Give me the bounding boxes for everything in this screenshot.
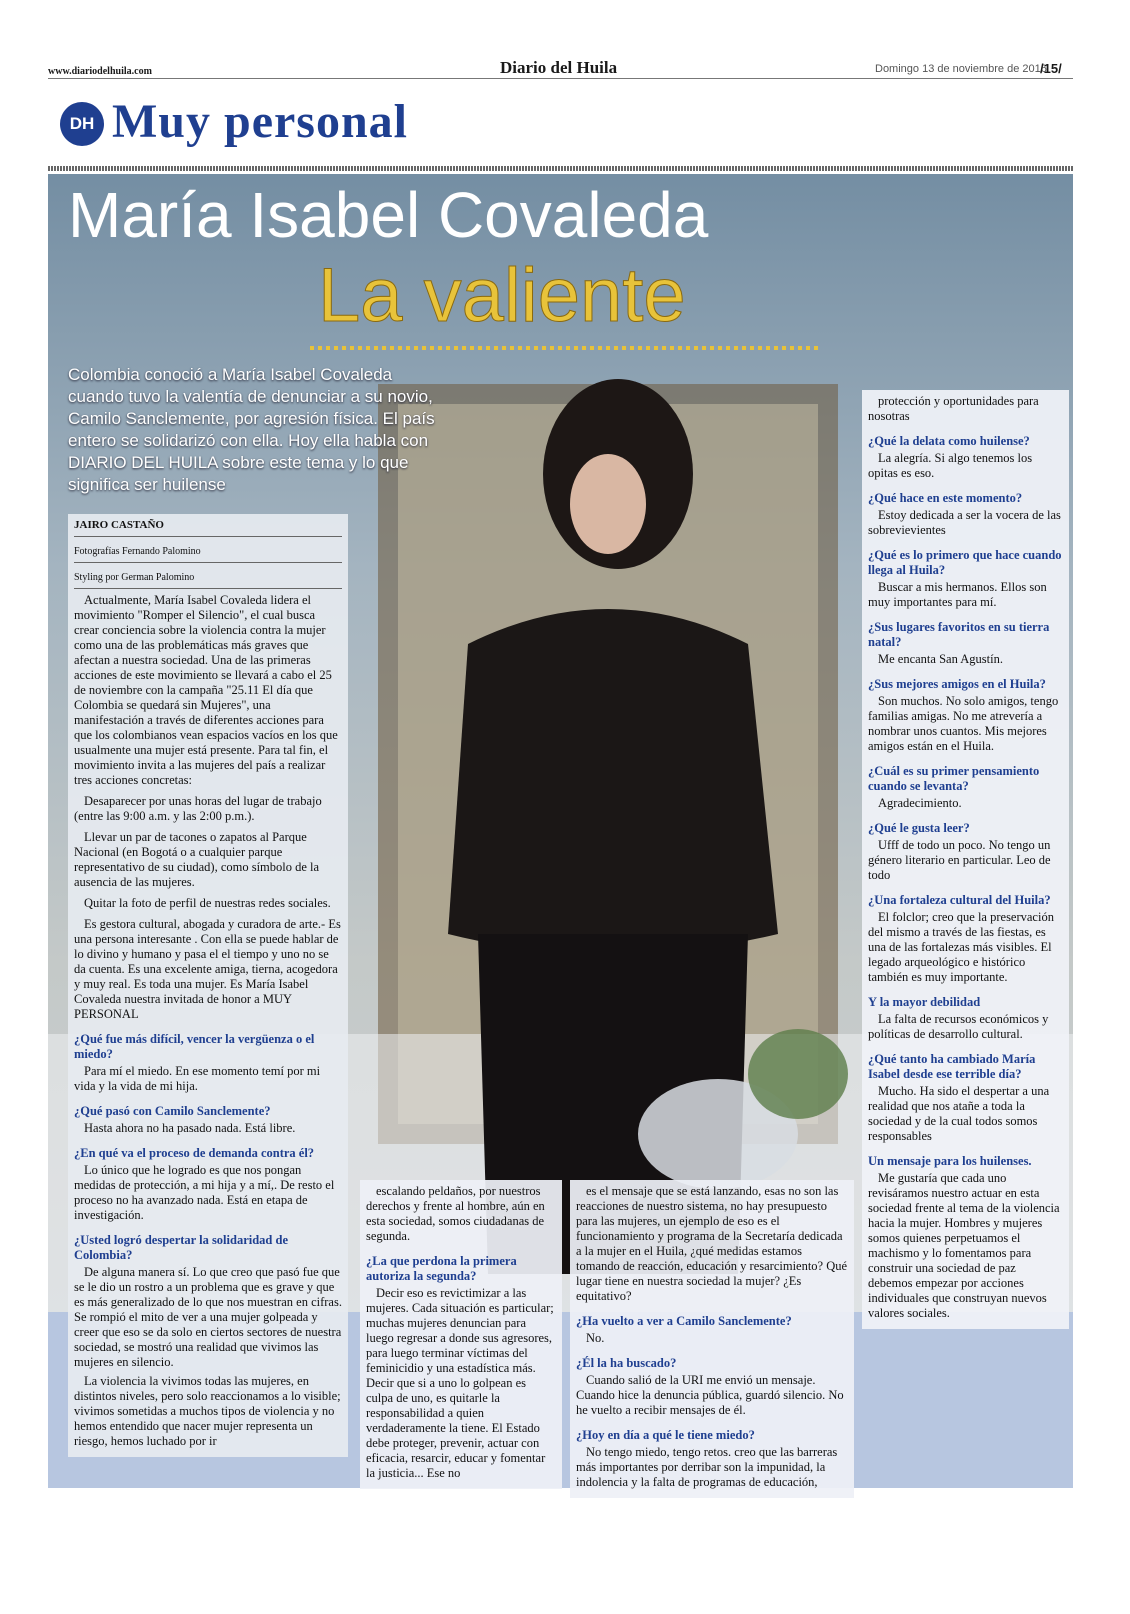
interview-question: ¿Qué pasó con Camilo Sanclemente? xyxy=(74,1104,271,1118)
interview-answer: Me encanta San Agustín. xyxy=(878,652,1003,666)
interview-answer: Para mí el miedo. En ese momento temí por mi vida y la vida de mi hija. xyxy=(74,1064,321,1093)
styling-credit: Styling por German Palomino xyxy=(74,567,342,589)
intro-lede: Colombia conoció a María Isabel Covaleda cuando tuvo la valentía de denunciar a su novio, Camilo Sanclemente, por agresión física. El país entero se solidarizó con ella. Hoy ella habla con DIARIO DEL HUILA sobre este tema y lo que significa ser huilense xyxy=(68,365,435,494)
interview-answer: Mucho. Ha sido el despertar a una realidad que nos atañe a toda la sociedad y de la cual todos somos responsables xyxy=(868,1084,1050,1143)
interview-answer: Estoy dedicada a ser la vocera de las sobrevievientes xyxy=(868,508,1061,537)
interview-answer: Lo único que he logrado es que nos pongan medidas de protección, a mi hija y a mí,. De resto el proceso no ha avanzado nada. Está en etapa de investigación. xyxy=(74,1163,335,1222)
interview-question: ¿Sus lugares favoritos en su tierra natal? xyxy=(868,620,1050,649)
interview-question: ¿Qué tanto ha cambiado María Isabel desde ese terrible día? xyxy=(868,1052,1036,1081)
interview-question: ¿Cuál es su primer pensamiento cuando se levanta? xyxy=(868,764,1040,793)
headline-subtitle: La valiente xyxy=(318,253,686,338)
interview-answer: La falta de recursos económicos y políticas de desarrollo cultural. xyxy=(868,1012,1049,1041)
interview-answer: No. xyxy=(586,1331,605,1345)
interview-answer: Agradecimiento. xyxy=(878,796,962,810)
interview-answer: De alguna manera sí. Lo que creo que pasó fue que se le dio un rostro a un problema que es grave y que es más generalizado de lo que nos muestran en cifras. Se rompió el mito de ver a una mujer golpeada y creer que eso se da solo en ciertos sectores de nuestra sociedad, se mostró una realidad que vivimos las mujeres en silencio. xyxy=(74,1265,342,1369)
interview-answer: No tengo miedo, tengo retos. creo que las barreras más importantes por derribar son la impunidad, la indolencia y la falta de programas de educación, xyxy=(576,1445,838,1489)
article-column-2 xyxy=(360,1180,562,1489)
interview-question: ¿Qué es lo primero que hace cuando llega al Huila? xyxy=(868,548,1062,577)
interview-answer: El folclor; creo que la preservación del mismo a través de las fiestas, es una de las fortalezas más visibles. El legado arqueológico e histórico también es muy importante. xyxy=(868,910,1054,984)
issue-date: Domingo 13 de noviembre de 2016 xyxy=(875,63,1047,75)
body-paragraph: Actualmente, María Isabel Covaleda lidera el movimiento "Romper el Silencio", el cual busca crear conciencia sobre la violencia contra la mujer como una de las problemáticas más graves que afectan a nuestra sociedad. Una de las primeras acciones de este movimiento se llevará a cabo el 25 de noviembre con la campaña "25.11 El día que Colombia se quedará sin Mujeres", una manifestación a través de diferentes acciones para que los colombianos vean espacios vacíos en los que usualmente una mujer está presente. Para tal fin, el movimiento invita a las mujeres del país a realizar tres acciones concretas: xyxy=(74,593,338,787)
photo-credit: Fotografías Fernando Palomino xyxy=(74,541,342,563)
article-column-1 xyxy=(68,514,348,1457)
interview-answer: La alegría. Si algo tenemos los opitas es eso. xyxy=(868,451,1033,480)
body-paragraph: Llevar un par de tacones o zapatos al Parque Nacional (en Bogotá o a cualquier parque representativo de su ciudad), como símbolo de la ausencia de las mujeres. xyxy=(74,830,320,889)
headline-dotted-rule xyxy=(310,346,820,350)
article-column-4 xyxy=(862,390,1069,1329)
interview-question: ¿Él la ha buscado? xyxy=(576,1356,677,1370)
interview-question: ¿Usted logró despertar la solidaridad de Colombia? xyxy=(74,1233,289,1262)
section-rule xyxy=(48,166,1073,171)
interview-question: ¿Qué hace en este momento? xyxy=(868,491,1023,505)
interview-answer: Son muchos. No solo amigos, tengo familias amigas. No me atrevería a nombrar unos cuantos. Mis mejores amigos están en el Huila. xyxy=(868,694,1059,753)
interview-answer: Hasta ahora no ha pasado nada. Está libre. xyxy=(84,1121,296,1135)
body-paragraph: Es gestora cultural, abogada y curadora de arte.- Es una persona interesante . Con ella se puede hablar de lo divino y humano y pasa el el tiempo y uno no se da cuenta. Es una excelente amiga, tierna, acogedora y muy real. Es toda una mujer. Es María Isabel Covaleda nuestra invitada de honor a MUY PERSONAL xyxy=(74,917,341,1021)
interview-answer: Cuando salió de la URI me envió un mensaje. Cuando hice la denuncia pública, guardó silencio. No he vuelto a recibir mensajes de él. xyxy=(576,1373,844,1417)
interview-answer: protección y oportunidades para nosotras xyxy=(868,394,1039,423)
interview-question: ¿En qué va el proceso de demanda contra él? xyxy=(74,1146,315,1160)
interview-question: ¿Qué fue más difícil, vencer la vergüenza o el miedo? xyxy=(74,1032,315,1061)
interview-question: ¿Ha vuelto a ver a Camilo Sanclemente? xyxy=(576,1314,792,1328)
byline: JAIRO CASTAÑO xyxy=(74,518,342,537)
interview-question: Y la mayor debilidad xyxy=(868,995,981,1009)
header-divider xyxy=(48,78,1073,79)
interview-question: ¿La que perdona la primera autoriza la segunda? xyxy=(366,1254,517,1283)
body-paragraph: Desaparecer por unas horas del lugar de trabajo (entre las 9:00 a.m. y las 2:00 p.m.). xyxy=(74,794,322,823)
section-title: Muy personal xyxy=(112,95,409,148)
interview-answer: Me gustaría que cada uno revisáramos nuestro actuar en esta sociedad frente al tema de la violencia hacia la mujer. Hombres y mujeres somos quienes perpetuamos el machismo y lo fomentamos para construir una sociedad de paz debemos empezar por acciones individuales que construyan nuevos valores sociales. xyxy=(868,1171,1060,1320)
article-column-3 xyxy=(570,1180,854,1498)
paper-name: Diario del Huila xyxy=(500,58,618,77)
interview-question: ¿Una fortaleza cultural del Huila? xyxy=(868,893,1051,907)
interview-question: Un mensaje para los huilenses. xyxy=(868,1154,1032,1168)
interview-question: ¿Qué la delata como huilense? xyxy=(868,434,1030,448)
page-number: /15/ xyxy=(1040,61,1062,76)
dh-logo: DH xyxy=(60,102,104,146)
interview-answer: es el mensaje que se está lanzando, esas no son las reacciones de nuestro sistema, no hay presupuesto para las mujeres, un ejemplo de eso es el funcionamiento y programa de la Secretaría dedicada a la mujer en el Huila, ¿qué medidas estamos tomando de reacción, educación y resarcimiento? Qué lugar tiene en nuestra sociedad la mujer? ¿Es equitativo? xyxy=(576,1184,848,1303)
site-url[interactable]: www.diariodelhuila.com xyxy=(48,66,152,77)
body-paragraph: Quitar la foto de perfil de nuestras redes sociales. xyxy=(84,896,331,910)
interview-answer: escalando peldaños, por nuestros derechos y frente al hombre, aún en esta sociedad, somos ciudadanas de segunda. xyxy=(366,1184,545,1243)
interview-question: ¿Qué le gusta leer? xyxy=(868,821,970,835)
interview-answer: Decir eso es revictimizar a las mujeres. Cada situación es particular; muchas mujeres denuncian para luego regresar a donde sus agresores, para luego terminar víctimas del feminicidio y una estadística más. Decir que si a uno lo golpean es culpa de uno, es quitarle la responsabilidad a quien verdaderamente la tiene. El Estado debe proteger, prevenir, actuar con eficacia, resarcir, educar y fomentar la justicia... Ese no xyxy=(366,1286,554,1480)
headline-name: María Isabel Covaleda xyxy=(68,179,709,251)
interview-question: ¿Hoy en día a qué le tiene miedo? xyxy=(576,1428,755,1442)
interview-answer: Buscar a mis hermanos. Ellos son muy importantes para mí. xyxy=(868,580,1047,609)
interview-question: ¿Sus mejores amigos en el Huila? xyxy=(868,677,1046,691)
interview-answer: La violencia la vivimos todas las mujeres, en distintos niveles, pero solo reaccionamos a lo visible; vivimos sometidas a muchos tipos de violencia y no hemos entendido que nacer mujer representa un riesgo, hemos luchado por ir xyxy=(74,1374,341,1448)
interview-answer: Ufff de todo un poco. No tengo un género literario en particular. Leo de todo xyxy=(868,838,1051,882)
